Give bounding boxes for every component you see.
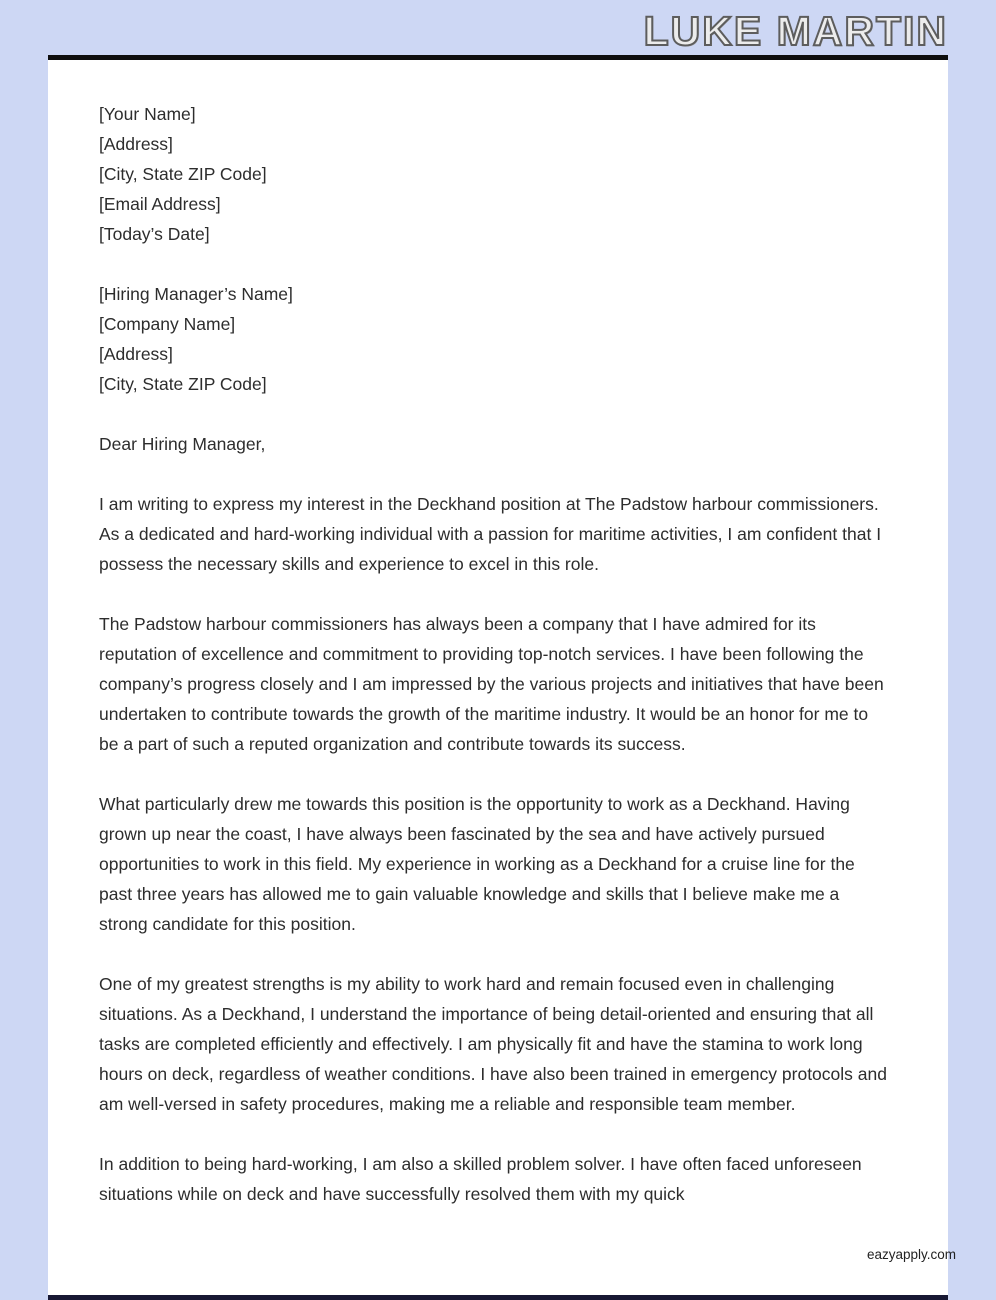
recipient-block — [99, 279, 892, 399]
recipient-name: [Hiring Manager’s Name] — [99, 284, 293, 304]
letterhead — [48, 8, 948, 55]
letterhead-name: LUKE MARTIN — [643, 8, 948, 54]
sender-email: [Email Address] — [99, 194, 221, 214]
paragraph-problem-solving: In addition to being hard-working, I am also a skilled problem solver. I have often faced unforeseen situations while on deck and have successfully resolved them with my quick — [99, 1154, 862, 1204]
recipient-address: [Address] — [99, 344, 173, 364]
recipient-company: [Company Name] — [99, 314, 236, 334]
sender-name: [Your Name] — [99, 104, 196, 124]
letter-document — [48, 8, 948, 1300]
sender-block — [99, 99, 892, 249]
paragraph-intro: I am writing to express my interest in the Deckhand position at The Padstow harbour commissioners. As a dedicated and hard-working individual with a passion for maritime activities, I am confident that I possess the necessary skills and experience to excel in this role. — [99, 494, 882, 574]
recipient-city-state-zip: [City, State ZIP Code] — [99, 374, 267, 394]
paragraph-strengths: One of my greatest strengths is my ability to work hard and remain focused even in challenging situations. As a Deckhand, I understand the importance of being detail-oriented and ensuring that all tasks are completed efficiently and effectively. I am physically fit and have the stamina to work long hours on deck, regardless of weather conditions. I have also been trained in emergency protocols and am well-versed in safety procedures, making me a reliable and responsible team member. — [99, 974, 887, 1114]
watermark-text: eazyapply.com — [866, 1247, 956, 1262]
sender-address: [Address] — [99, 134, 173, 154]
letter-page — [48, 60, 948, 1300]
sender-date: [Today’s Date] — [99, 224, 210, 244]
paragraph-company: The Padstow harbour commissioners has always been a company that I have admired for its reputation of excellence and commitment to providing top-notch services. I have been following the company’s progress closely and I am impressed by the various projects and initiatives that have been undertaken to contribute towards the growth of the maritime industry. It would be an honor for me to be a part of such a reputed organization and contribute towards its success. — [99, 614, 884, 754]
paragraph-motivation: What particularly drew me towards this position is the opportunity to work as a Deckhand. Having grown up near the coast, I have always been fascinated by the sea and have actively pursued opportunities to work in this field. My experience in working as a Deckhand for a cruise line for the past three years has allowed me to gain valuable knowledge and skills that I believe make me a strong candidate for this position. — [99, 794, 855, 934]
sender-city-state-zip: [City, State ZIP Code] — [99, 164, 267, 184]
salutation: Dear Hiring Manager, — [99, 434, 266, 454]
page-bottom-bar — [48, 1295, 948, 1300]
